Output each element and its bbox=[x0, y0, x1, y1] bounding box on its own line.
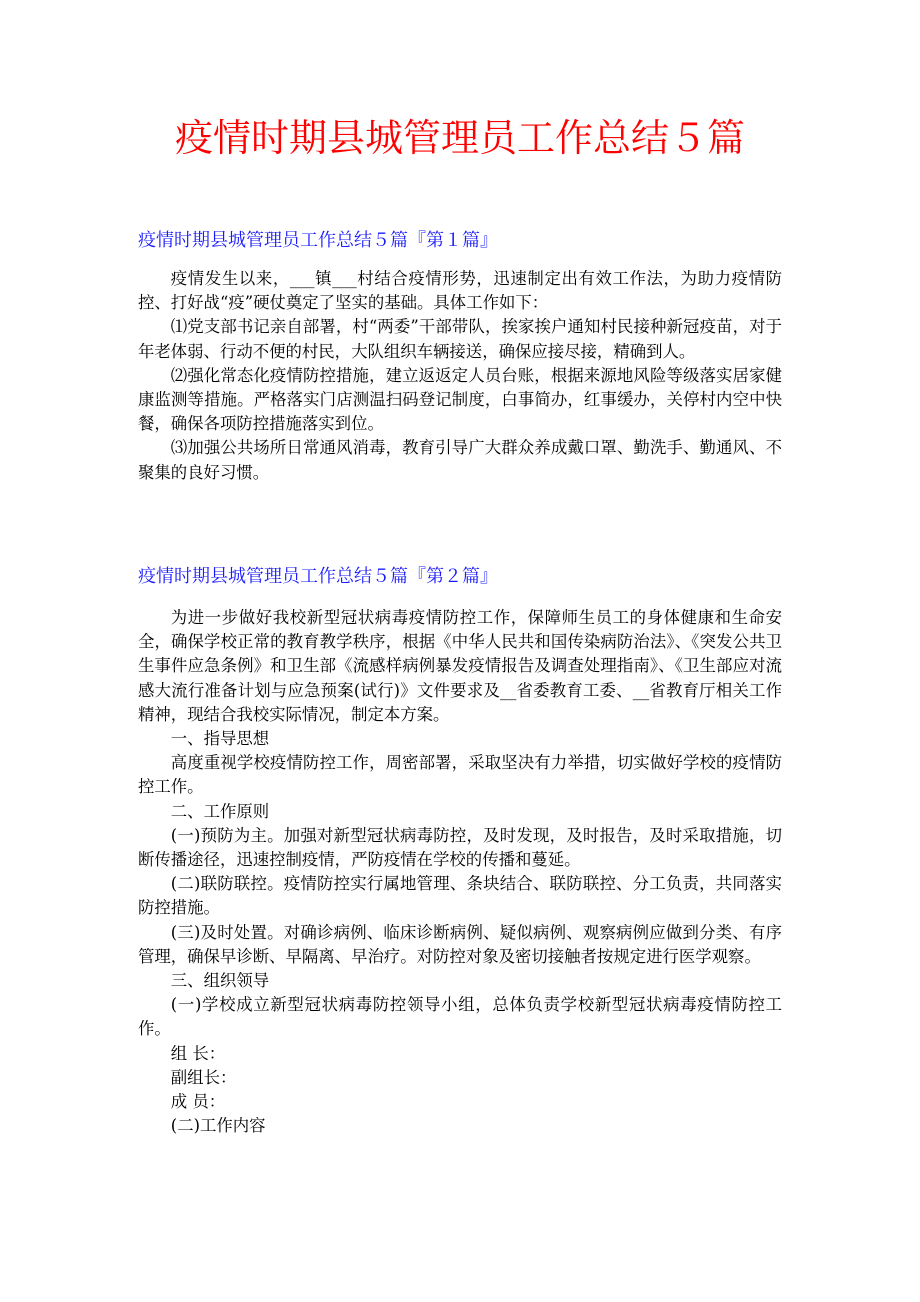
paragraph: (三)及时处置。对确诊病例、临床诊断病例、疑似病例、观察病例应做到分类、有序管理，确保早诊断、早隔离、早治疗。对防控对象及密切接触者按规定进行医学观察。 bbox=[138, 922, 782, 966]
paragraph: 一、指导思想 bbox=[170, 729, 270, 749]
paragraph: 二、工作原则 bbox=[170, 801, 270, 821]
section-heading-1: 疫情时期县城管理员工作总结５篇『第１篇』 bbox=[138, 230, 498, 251]
section-heading-2: 疫情时期县城管理员工作总结５篇『第２篇』 bbox=[138, 566, 498, 587]
paragraph: (二)工作内容 bbox=[170, 1116, 266, 1136]
section-body-2 bbox=[138, 606, 782, 1138]
paragraph: 为进一步做好我校新型冠状病毒疫情防控工作，保障师生员工的身体健康和生命安全，确保学校正常的教育教学秩序，根据《中华人民共和国传染病防治法》、《突发公共卫生事件应急条例》和卫生部《流感样病例暴发疫情报告及调查处理指南》、《卫生部应对流感大流行准备计划与应急预案(试行)》文件要求及__省委教育工委、__省教育厅相关工作精神，现结合我校实际情况，制定本方案。 bbox=[138, 608, 782, 724]
paragraph: (二)联防联控。疫情防控实行属地管理、条块结合、联防联控、分工负责，共同落实防控措施。 bbox=[138, 874, 782, 918]
paragraph: 疫情发生以来，___镇___村结合疫情形势，迅速制定出有效工作法，为助力疫情防控、打好战“疫”硬仗奠定了坚实的基础。具体工作如下： bbox=[138, 269, 782, 313]
paragraph: ⑶加强公共场所日常通风消毒，教育引导广大群众养成戴口罩、勤洗手、勤通风、不聚集的良好习惯。 bbox=[138, 438, 782, 482]
paragraph: (一)学校成立新型冠状病毒防控领导小组，总体负责学校新型冠状病毒疫情防控工作。 bbox=[138, 995, 782, 1039]
paragraph: 高度重视学校疫情防控工作，周密部署，采取坚决有力举措，切实做好学校的疫情防控工作。 bbox=[138, 753, 782, 797]
paragraph: ⑵强化常态化疫情防控措施，建立返返定人员台账，根据来源地风险等级落实居家健康监测等措施。严格落实门店测温扫码登记制度，白事简办，红事缓办，关停村内空中快餐，确保各项防控措施落实到位。 bbox=[138, 365, 782, 434]
paragraph: ⑴党支部书记亲自部署，村“两委”干部带队，挨家挨户通知村民接种新冠疫苗，对于年老体弱、行动不便的村民，大队组织车辆接送，确保应接尽接，精确到人。 bbox=[138, 317, 782, 361]
document-title: 疫情时期县城管理员工作总结５篇 bbox=[174, 116, 745, 160]
paragraph: 组 长： bbox=[170, 1043, 226, 1063]
paragraph: 副组长： bbox=[170, 1067, 237, 1087]
section-body-1 bbox=[138, 267, 782, 485]
paragraph: 成 员： bbox=[170, 1092, 226, 1112]
paragraph: (一)预防为主。加强对新型冠状病毒防控，及时发现，及时报告，及时采取措施，切断传播途径，迅速控制疫情，严防疫情在学校的传播和蔓延。 bbox=[138, 825, 782, 870]
paragraph: 三、组织领导 bbox=[170, 971, 270, 991]
